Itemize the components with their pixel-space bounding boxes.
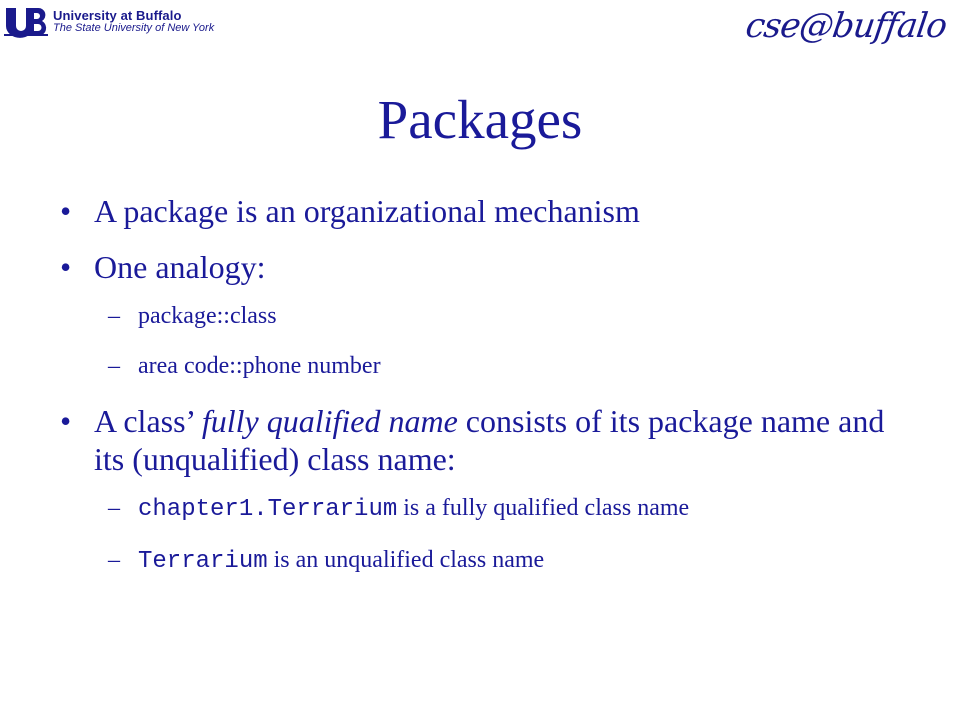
bullet-text: One analogy: bbox=[94, 249, 266, 285]
ub-monogram-icon bbox=[4, 6, 48, 38]
sub-bullet-item bbox=[60, 302, 920, 330]
dash-icon: – bbox=[108, 303, 120, 329]
sub-bullet-text: is a fully qualified class name bbox=[397, 495, 690, 521]
department-logo bbox=[743, 0, 949, 52]
bullet-item bbox=[60, 248, 920, 286]
bullet-icon: • bbox=[60, 403, 72, 439]
code-text: chapter1.Terrarium bbox=[138, 496, 398, 523]
university-logo bbox=[4, 4, 214, 40]
sub-bullet-text: package::class bbox=[138, 303, 277, 329]
dash-icon: – bbox=[108, 495, 120, 521]
university-subtitle: The State University of New York bbox=[53, 22, 215, 35]
dash-icon: – bbox=[108, 547, 120, 573]
sub-bullet-text: is an unqualified class name bbox=[267, 547, 545, 573]
bullet-icon: • bbox=[60, 249, 72, 285]
code-text: Terrarium bbox=[138, 548, 268, 575]
bullet-emphasis: fully qualified name bbox=[201, 403, 458, 439]
slide-body bbox=[60, 192, 920, 598]
bullet-text-end: consists of its package name and its (unqualified) class name: bbox=[94, 403, 885, 477]
bullet-item bbox=[60, 402, 920, 478]
slide-title: Packages bbox=[377, 89, 583, 150]
sub-bullet-text: area code::phone number bbox=[138, 353, 381, 379]
dash-icon: – bbox=[108, 353, 120, 379]
university-name: University at Buffalo bbox=[53, 8, 182, 24]
department-logo-text: cse@buffalo bbox=[743, 6, 949, 46]
sub-bullet-item bbox=[60, 352, 920, 380]
bullet-icon: • bbox=[60, 193, 72, 229]
sub-bullet-item bbox=[60, 546, 920, 576]
bullet-text-start: A class’ bbox=[94, 403, 202, 439]
bullet-item bbox=[60, 192, 920, 230]
bullet-text: A package is an organizational mechanism bbox=[94, 193, 640, 229]
sub-bullet-item bbox=[60, 494, 920, 524]
